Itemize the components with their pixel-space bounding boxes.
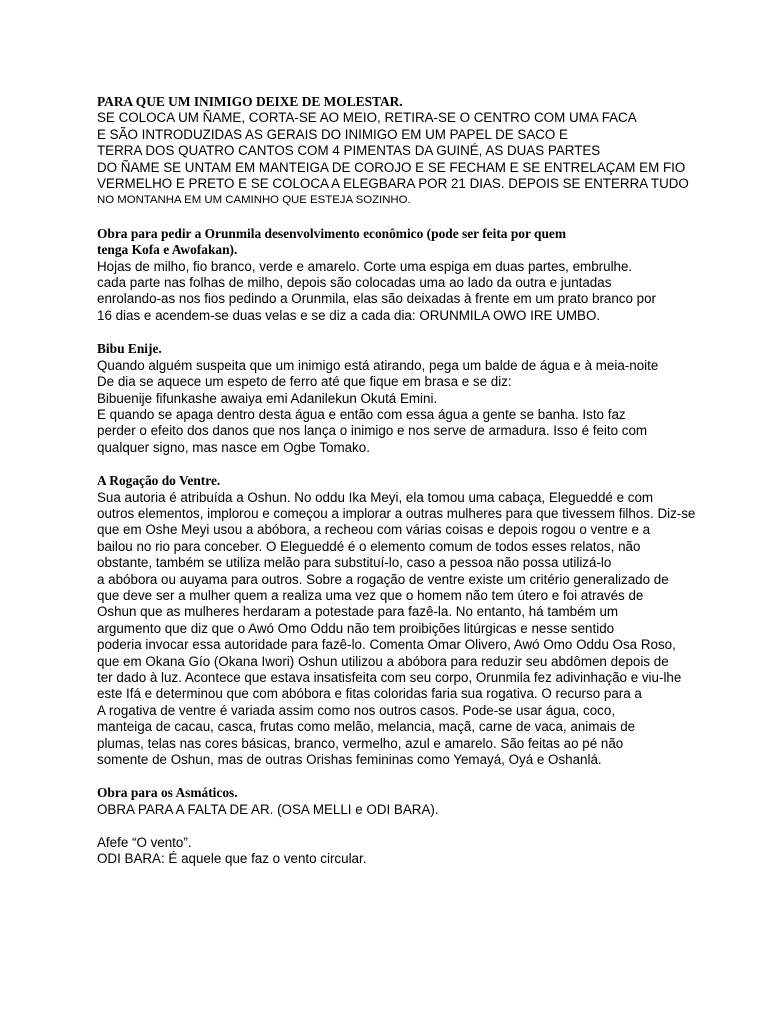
text-line: qualquer signo, mas nasce em Ogbe Tomako. xyxy=(97,439,370,455)
text-line: plumas, telas nas cores básicas, branco, vermelho, azul e amarelo. São feitas ao pé não xyxy=(97,735,624,751)
section-rogacao-ventre xyxy=(97,473,737,768)
section-heading: PARA QUE UM INIMIGO DEIXE DE MOLESTAR. xyxy=(97,94,403,109)
text-line: argumento que diz que o Awó Omo Oddu não tem proibições litúrgicas e nesse sentido xyxy=(97,620,615,636)
text-line: bailou no rio para conceber. O Elegueddé é o elemento comum de todos esses relatos, não xyxy=(97,538,641,554)
section-orunmila xyxy=(97,226,737,324)
text-line: que em Okana Gío (Okana Iwori) Oshun utilizou a abóbora para reduzir seu abdômen depois de xyxy=(97,653,669,669)
section-asmaticos xyxy=(97,785,737,867)
text-line: De dia se aquece um espeto de ferro até que fique em brasa e se diz: xyxy=(97,374,512,390)
section-heading: Bibu Enije. xyxy=(97,341,162,357)
text-line: Sua autoria é atribuída a Oshun. No oddu Ika Meyi, ela tomou uma cabaça, Elegueddé e com xyxy=(97,489,654,505)
document-page xyxy=(97,94,737,884)
text-line: OBRA PARA A FALTA DE AR. (OSA MELLI e ODI BARA). xyxy=(97,801,439,817)
text-line: outros elementos, implorou e começou a implorar a outras mulheres para que tivessem filhos. Diz-se xyxy=(97,505,696,521)
text-line: a abóbora ou auyama para outros. Sobre a rogação de ventre existe um critério generalizado de xyxy=(97,571,669,587)
text-line: que deve ser a mulher quem a realiza uma vez que o homem não tem útero e foi através de xyxy=(97,587,644,603)
text-line: poderia invocar essa autoridade para fazê-lo. Comenta Omar Olivero, Awó Omo Oddu Osa Roso, xyxy=(97,637,676,653)
text-line: Hojas de milho, fio branco, verde e amarelo. Corte uma espiga em duas partes, embrulhe. xyxy=(97,258,633,274)
text-line: ODI BARA: É aquele que faz o vento circular. xyxy=(97,851,367,867)
text-line: 16 dias e acendem-se duas velas e se diz a cada dia: ORUNMILA OWO IRE UMBO. xyxy=(97,307,601,323)
text-line: TERRA DOS QUATRO CANTOS COM 4 PIMENTAS DA GUINÉ, AS DUAS PARTES xyxy=(97,143,601,159)
text-line: obstante, também se utiliza melão para substituí-lo, caso a pessoa não possa utilizá-lo xyxy=(97,555,612,571)
section-heading-continued: tenga Kofa e Awofakan). xyxy=(97,242,238,258)
text-line: SE COLOCA UM ÑAME, CORTA-SE AO MEIO, RETIRA-SE O CENTRO COM UMA FACA xyxy=(97,110,637,126)
section-heading: Obra para os Asmáticos. xyxy=(97,785,238,801)
section-heading: Obra para pedir a Orunmila desenvolvimento econômico (pode ser feita por quem xyxy=(97,225,567,241)
text-line: NO MONTANHA EM UM CAMINHO QUE ESTEJA SOZINHO. xyxy=(97,194,411,207)
text-line: ter dado à luz. Acontece que estava insatisfeita com seu corpo, Orunmila fez adivinhação e viu-lhe xyxy=(97,670,682,685)
text-line: manteiga de cacau, casca, frutas como melão, melancia, maçã, carne de vaca, animais de xyxy=(97,719,636,735)
text-line: Quando alguém suspeita que um inimigo está atirando, pega um balde de água e à meia-noite xyxy=(97,357,659,373)
text-line: Afefe “O vento”. xyxy=(97,834,192,850)
section-inimigo xyxy=(97,94,737,209)
text-line: enrolando-as nos fios pedindo a Orunmila, elas são deixadas à frente em um prato branco por xyxy=(97,291,657,307)
text-line: Bibuenije fifunkashe awaiya emi Adanilekun Okutá Emini. xyxy=(97,390,438,406)
text-line: somente de Oshun, mas de outras Orishas femininas como Yemayá, Oyá e Oshanlá. xyxy=(97,752,602,768)
text-line: este Ifá e determinou que com abóbora e fitas coloridas faria sua rogativa. O recurso para a xyxy=(97,686,642,702)
text-line: perder o efeito dos danos que nos lança o inimigo e nos serve de armadura. Isso é feito com xyxy=(97,423,648,439)
text-line: Oshun que as mulheres herdaram a potestade para fazê-la. No entanto, há também um xyxy=(97,604,619,620)
text-line: VERMELHO E PRETO E SE COLOCA A ELEGBARA POR 21 DIAS. DEPOIS SE ENTERRA TUDO xyxy=(97,176,689,192)
blank-line xyxy=(97,818,737,834)
section-heading: A Rogação do Ventre. xyxy=(97,473,221,489)
text-line: que em Oshe Meyi usou a abóbora, a recheou com várias coisas e depois rogou o ventre e a xyxy=(97,522,651,538)
text-line: E quando se apaga dentro desta água e então com essa água a gente se banha. Isto faz xyxy=(97,406,626,422)
text-line: DO ÑAME SE UNTAM EM MANTEIGA DE COROJO E SE FECHAM E SE ENTRELAÇAM EM FIO xyxy=(97,159,686,175)
text-line: A rogativa de ventre é variada assim como nos outros casos. Pode-se usar água, coco, xyxy=(97,702,616,718)
text-line: cada parte nas folhas de milho, depois são colocadas uma ao lado da outra e juntadas xyxy=(97,275,612,291)
text-line: E SÃO INTRODUZIDAS AS GERAIS DO INIMIGO EM UM PAPEL DE SACO E xyxy=(97,126,568,142)
section-bibu-enije xyxy=(97,341,737,456)
